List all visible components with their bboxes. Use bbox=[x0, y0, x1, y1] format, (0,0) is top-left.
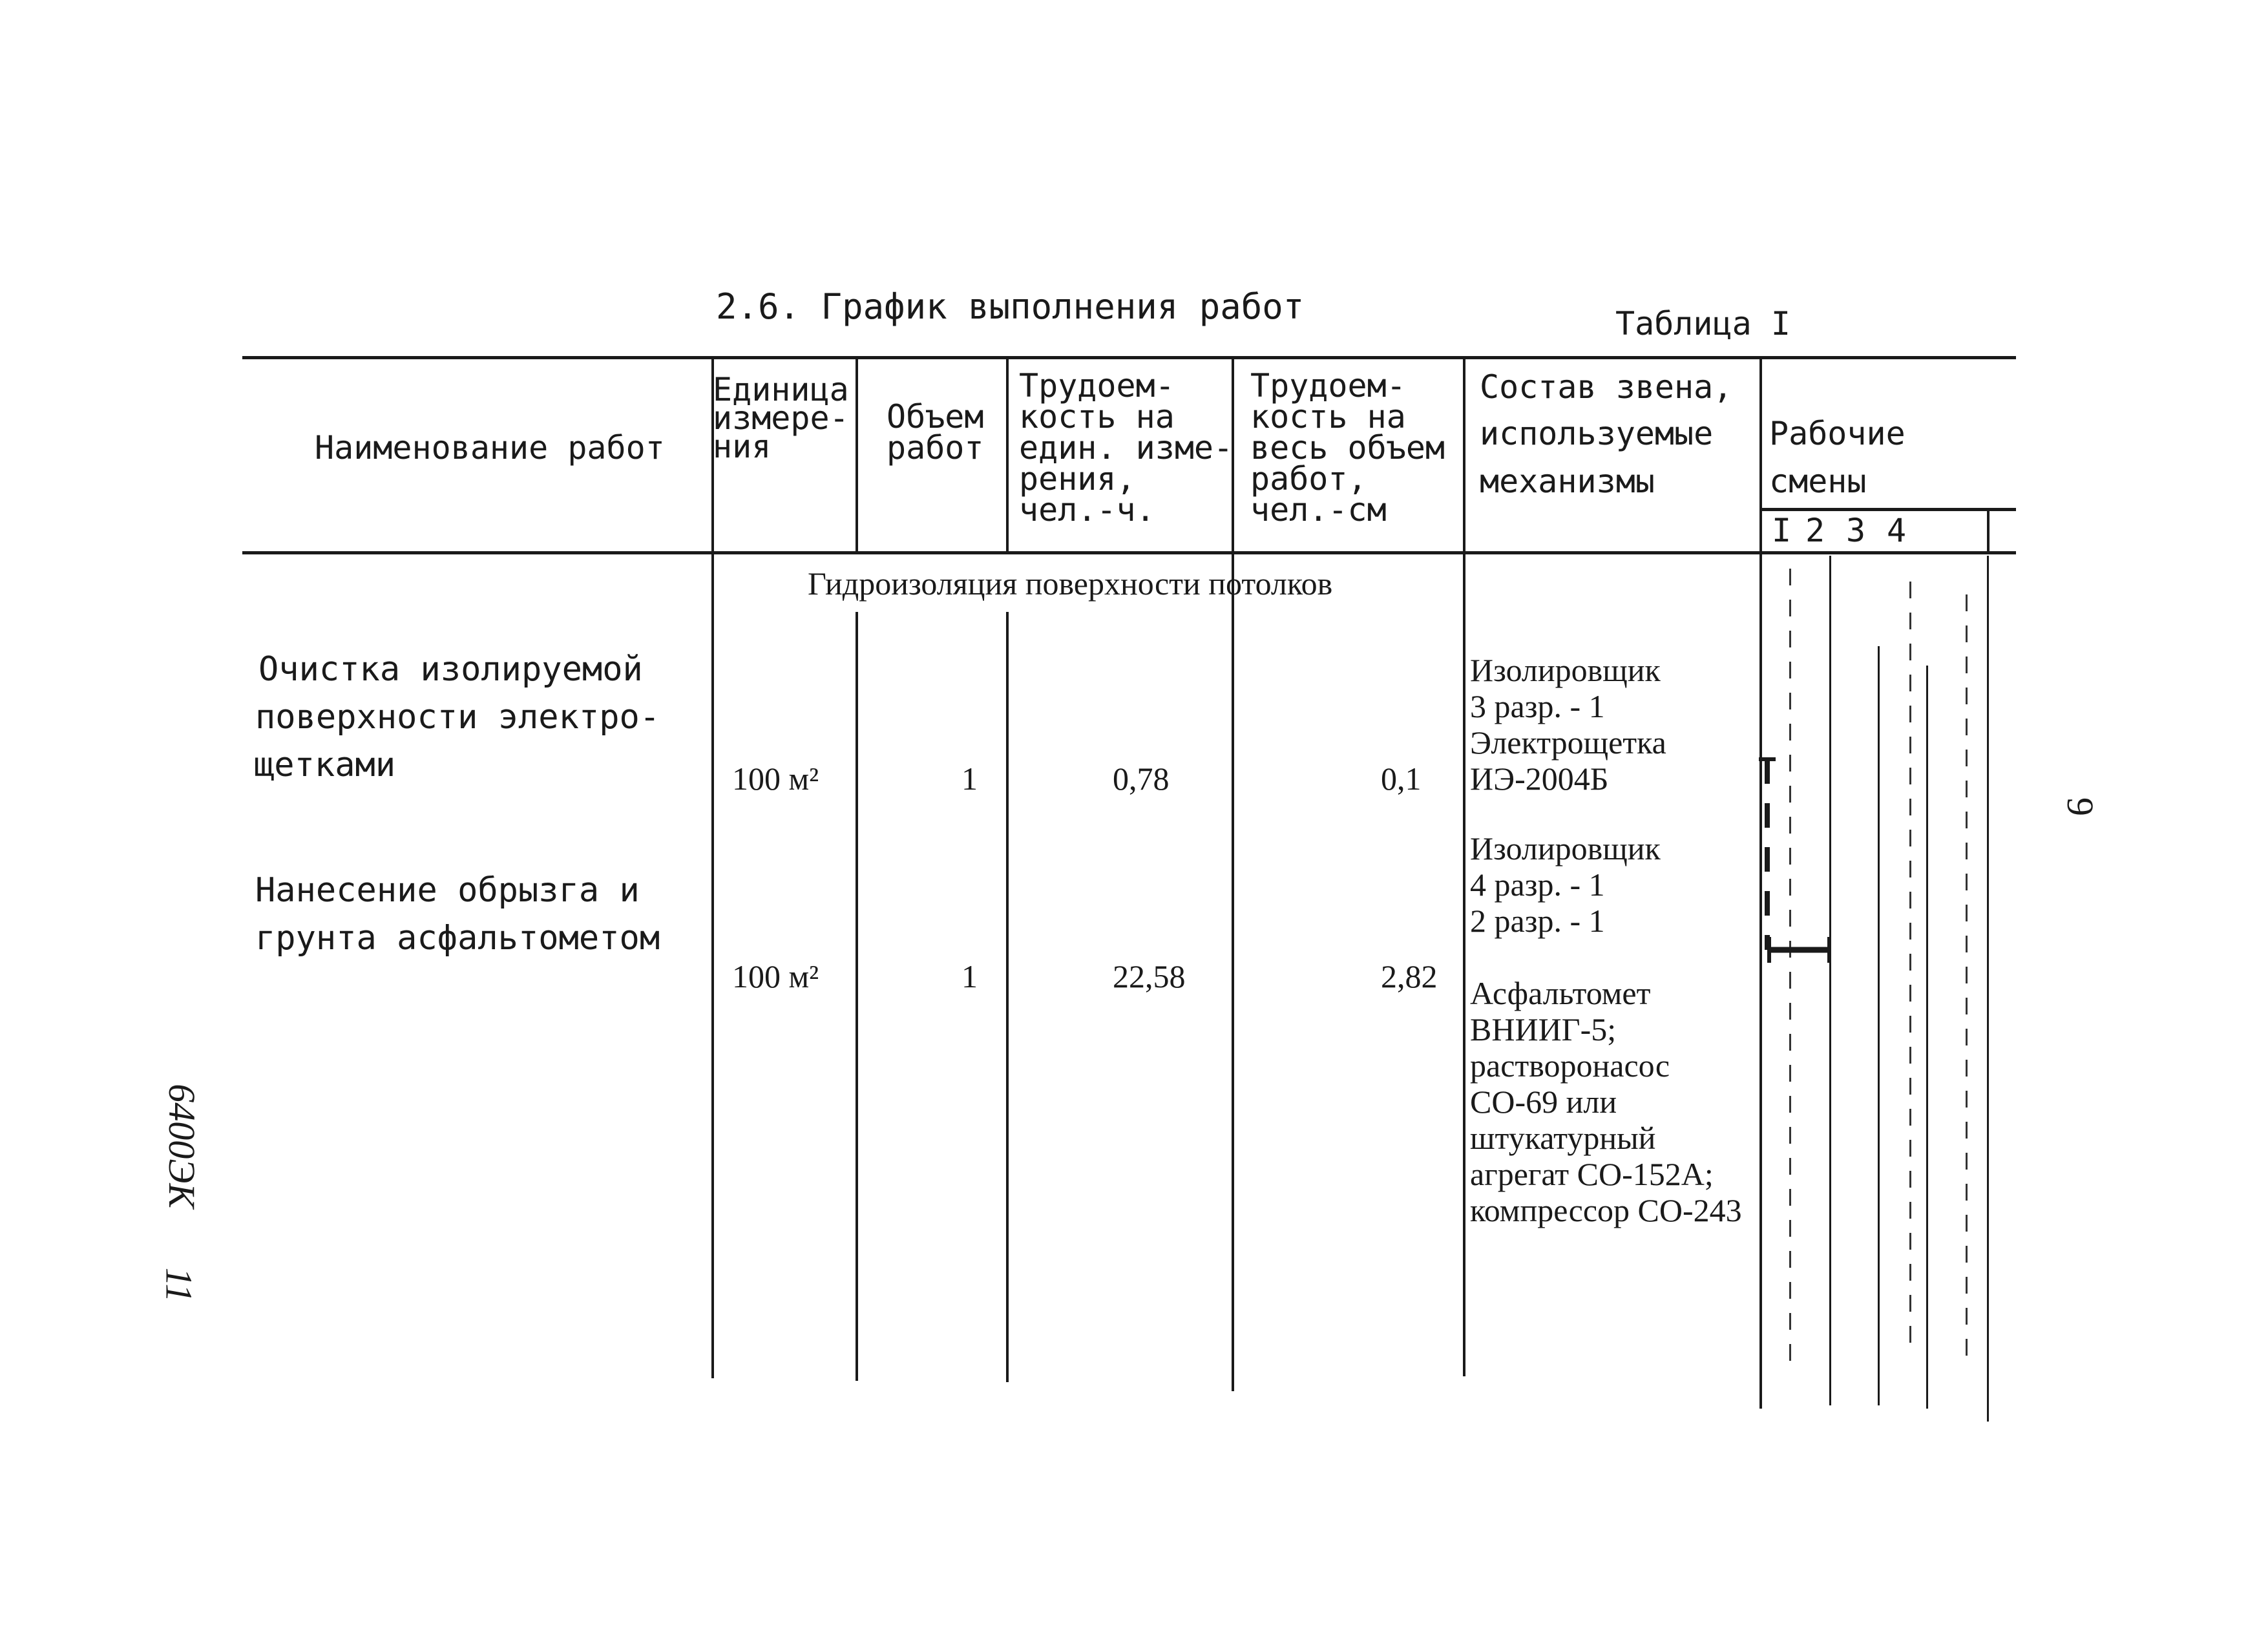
doc-code: 6400ЭК bbox=[160, 1084, 203, 1208]
col-header-volume-2: работ bbox=[887, 429, 984, 467]
row-2-crew-10: агрегат СО-152А; bbox=[1470, 1156, 1714, 1192]
section-header: Гидроизоляция поверхности потолков bbox=[808, 565, 1333, 602]
row-2-crew-2: 4 разр. - 1 bbox=[1470, 867, 1605, 903]
col-header-shifts-1: Рабочие bbox=[1769, 415, 1906, 452]
shift-number-2: 2 bbox=[1805, 512, 1825, 549]
col-header-labor-unit-4: рения, bbox=[1019, 460, 1136, 498]
row-2-crew-1: Изолировщик bbox=[1470, 830, 1661, 867]
col-header-volume-1: Объем bbox=[887, 398, 984, 436]
col-header-labor-total-3: весь объем bbox=[1250, 429, 1445, 467]
col-header-labor-total-4: работ, bbox=[1250, 460, 1367, 498]
col-header-labor-unit-5: чел.-ч. bbox=[1019, 491, 1155, 529]
row-1-volume: 1 bbox=[961, 761, 978, 797]
row-2-crew-3: 2 разр. - 1 bbox=[1470, 903, 1605, 939]
shift-number-1: I bbox=[1772, 512, 1792, 549]
row-2-crew-8: СО-69 или bbox=[1470, 1084, 1617, 1120]
shift-number-4: 4 bbox=[1887, 512, 1907, 549]
row-1-crew-3: Электрощетка bbox=[1470, 724, 1666, 761]
col-header-unit-2: измере- bbox=[713, 399, 849, 437]
col-header-shifts-2: смены bbox=[1769, 463, 1867, 500]
row-2-crew-7: растворонасос bbox=[1470, 1047, 1670, 1084]
col-header-unit-3: ния bbox=[713, 428, 772, 465]
row-2-labor-unit: 22,58 bbox=[1113, 958, 1186, 994]
row-1-labor-unit: 0,78 bbox=[1113, 761, 1170, 797]
col-header-labor-total-1: Трудоем- bbox=[1250, 367, 1406, 404]
page-number: 9 bbox=[2059, 797, 2101, 816]
row-1-crew-2: 3 разр. - 1 bbox=[1470, 688, 1605, 724]
col-header-crew-3: механизмы bbox=[1480, 463, 1655, 500]
row-1-unit: 100 м² bbox=[732, 761, 819, 797]
row-1-name-2: поверхности электро- bbox=[255, 698, 660, 737]
section-title: 2.6. График выполнения работ bbox=[716, 286, 1305, 327]
col-header-labor-unit-2: кость на bbox=[1019, 398, 1175, 436]
col-header-labor-total-5: чел.-см bbox=[1250, 491, 1387, 529]
col-header-labor-total-2: кость на bbox=[1250, 398, 1406, 436]
col-header-labor-unit-1: Трудоем- bbox=[1019, 367, 1175, 404]
row-1-crew-4: ИЭ-2004Б bbox=[1470, 761, 1609, 797]
shift-number-3: 3 bbox=[1846, 512, 1866, 549]
row-1-labor-total: 0,1 bbox=[1381, 761, 1422, 797]
row-2-volume: 1 bbox=[961, 958, 978, 994]
row-2-labor-total: 2,82 bbox=[1381, 958, 1438, 994]
row-2-name-1: Нанесение обрызга и bbox=[255, 871, 640, 910]
sheet-number: 11 bbox=[158, 1267, 200, 1303]
row-2-crew-5: Асфальтомет bbox=[1470, 975, 1651, 1011]
row-1-name-3: щетками bbox=[254, 746, 396, 784]
row-2-unit: 100 м² bbox=[732, 958, 819, 994]
col-header-crew-2: используемые bbox=[1480, 415, 1714, 452]
table-label: Таблица I bbox=[1615, 305, 1790, 342]
col-header-crew-1: Состав звена, bbox=[1480, 368, 1733, 406]
row-1-name-1: Очистка изолируемой bbox=[258, 650, 643, 689]
row-2-crew-6: ВНИИГ-5; bbox=[1470, 1011, 1617, 1047]
row-2-crew-9: штукатурный bbox=[1470, 1120, 1656, 1156]
col-header-unit-1: Единица bbox=[713, 371, 849, 408]
col-header-name: Наименование работ bbox=[315, 429, 665, 467]
row-1-crew-1: Изолировщик bbox=[1470, 652, 1661, 688]
row-2-name-2: грунта асфальтометом bbox=[255, 919, 660, 958]
col-header-labor-unit-3: един. изме- bbox=[1019, 429, 1234, 467]
row-2-crew-11: компрессор СО-243 bbox=[1470, 1192, 1742, 1228]
